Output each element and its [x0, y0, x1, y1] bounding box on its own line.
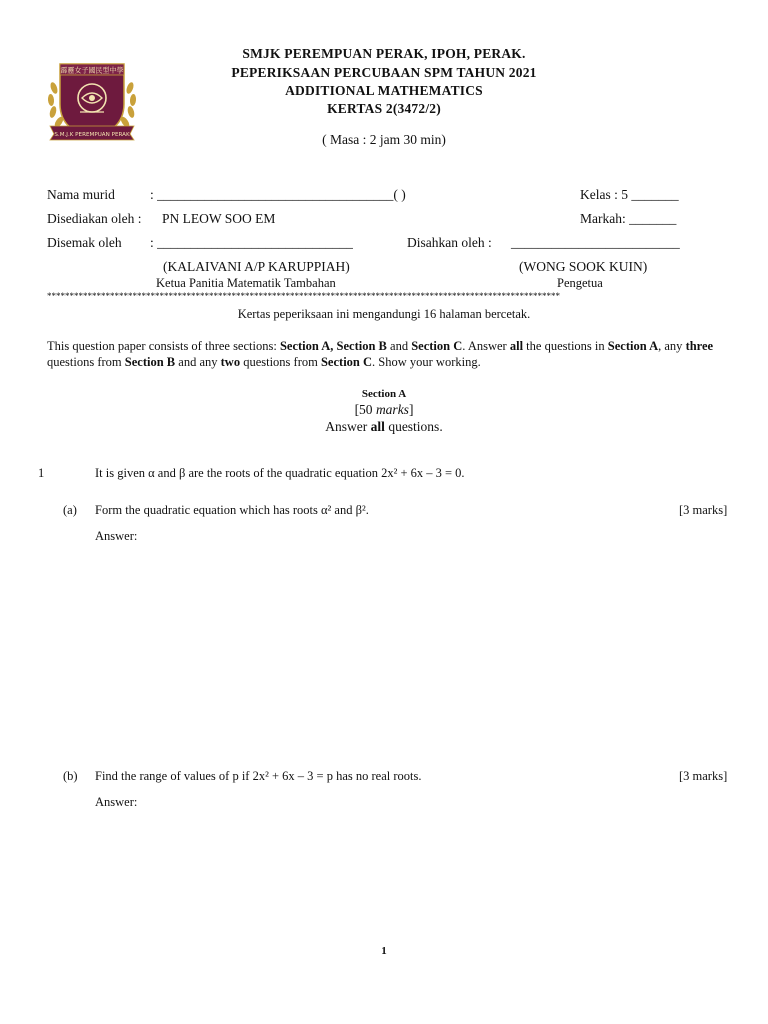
instructions: This question paper consists of three sections: Section A, Section B and Section C. Answer all the questions in Section A, any three questions from Section B and any two questions from Section C. Show your working. — [47, 339, 714, 369]
approver-name: (WONG SOOK KUIN) — [519, 259, 648, 274]
class-field[interactable]: Kelas : 5 _______ — [580, 187, 679, 202]
checker-role: Ketua Panitia Matematik Tambahan — [156, 276, 336, 290]
marks-field[interactable]: Markah: _______ — [580, 211, 677, 226]
name-label: Nama murid — [47, 187, 115, 202]
subject-title: ADDITIONAL MATHEMATICS — [285, 83, 483, 98]
question-stem: It is given α and β are the roots of the quadratic equation 2x² + 6x – 3 = 0. — [95, 466, 465, 480]
name-field[interactable]: : ___________________________________( ) — [150, 187, 406, 202]
approver-role: Pengetua — [557, 276, 603, 290]
checker-name: (KALAIVANI A/P KARUPPIAH) — [163, 259, 350, 274]
exam-title: PEPERIKSAAN PERCUBAAN SPM TAHUN 2021 — [231, 65, 537, 80]
approved-field[interactable]: _________________________ — [511, 235, 680, 250]
part-b-marks: [3 marks] — [679, 769, 728, 783]
section-instruction: Answer all questions. — [325, 419, 443, 434]
exam-duration: ( Masa : 2 jam 30 min) — [322, 132, 446, 147]
question-number: 1 — [38, 466, 45, 480]
part-b-text: Find the range of values of p if 2x² + 6x – 3 = p has no real roots. — [95, 769, 422, 783]
checked-label: Disemak oleh — [47, 235, 122, 250]
school-name: SMJK PEREMPUAN PERAK, IPOH, PERAK. — [242, 46, 526, 61]
part-b-answer-area[interactable] — [95, 814, 735, 934]
part-a-answer-label: Answer: — [95, 529, 138, 543]
section-marks: [50 marks] — [354, 402, 414, 417]
paper-code: KERTAS 2(3472/2) — [327, 101, 441, 116]
part-b-label: (b) — [63, 769, 78, 783]
pages-note: Kertas peperiksaan ini mengandungi 16 halaman bercetak. — [237, 307, 531, 321]
part-a-answer-area[interactable] — [95, 548, 735, 748]
prepared-value: PN LEOW SOO EM — [162, 211, 276, 226]
star-divider: ****************************************************************************************************************** — [47, 291, 560, 301]
approved-label: Disahkan oleh : — [407, 235, 492, 250]
part-a-label: (a) — [63, 503, 77, 517]
section-title: Section A — [361, 388, 407, 400]
logo-banner-text: S.M.J.K PEREMPUAN PERAK — [54, 132, 130, 138]
part-b-answer-label: Answer: — [95, 795, 138, 809]
checked-field[interactable]: : _____________________________ — [150, 235, 353, 250]
page-number: 1 — [381, 945, 387, 957]
prepared-label: Disediakan oleh : — [47, 211, 142, 226]
part-a-marks: [3 marks] — [679, 503, 728, 517]
part-a-text: Form the quadratic equation which has roots α² and β². — [95, 503, 369, 517]
logo-top-text: 霹靂女子國民型中學 — [60, 66, 124, 75]
